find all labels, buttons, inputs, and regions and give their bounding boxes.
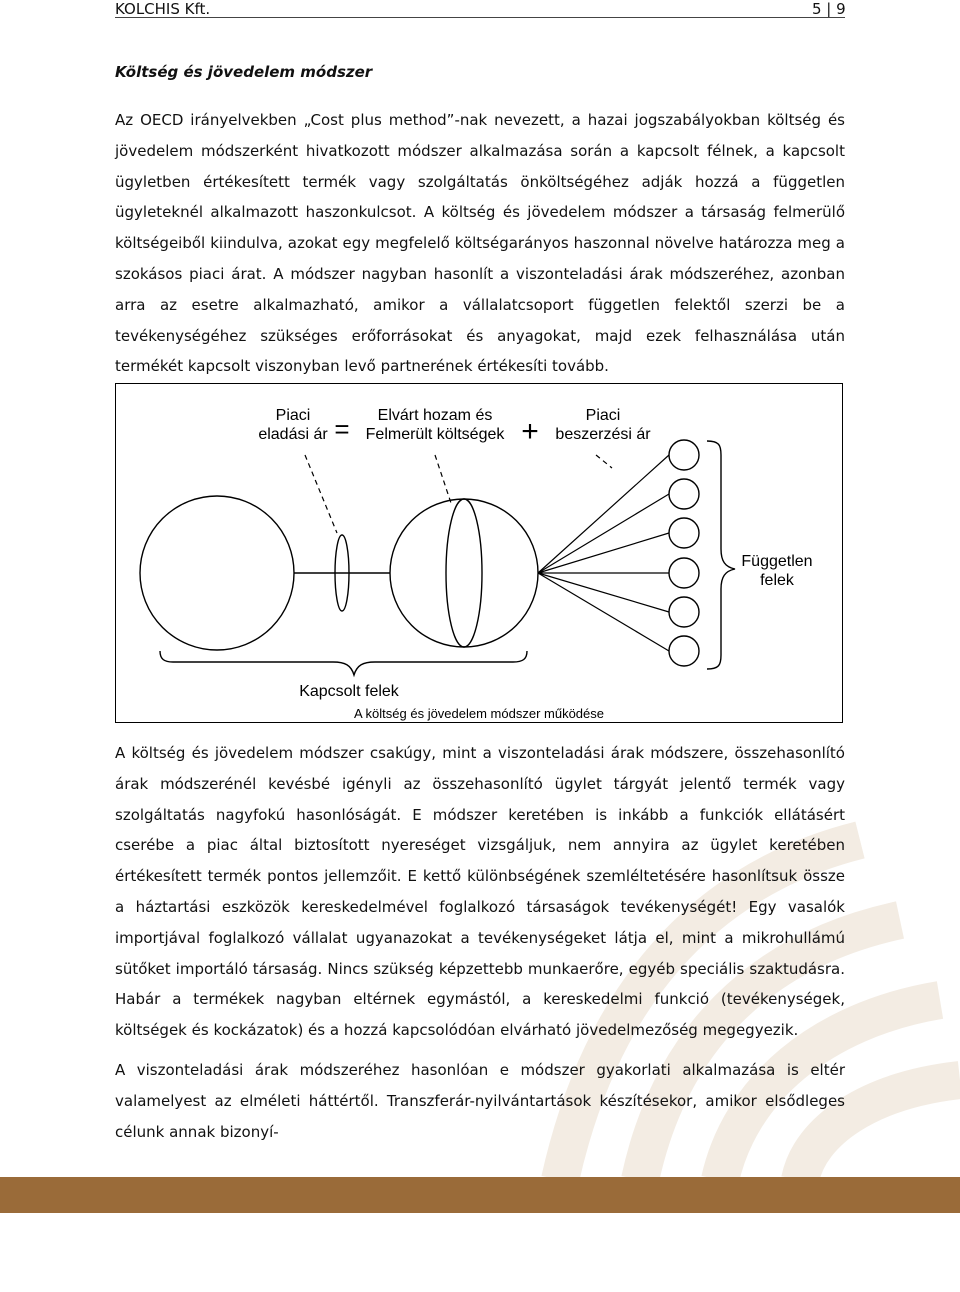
independent-party-circle-5 [669, 597, 699, 627]
fan-line-2 [538, 494, 669, 573]
related-parties-label: Kapcsolt felek [299, 683, 399, 700]
term-market-sale-price-line1: Piaci [275, 407, 311, 424]
paragraph-3: A viszonteladási árak módszeréhez hasonlóan e módszer gyakorlati alkalmazása is eltér valamelyest az elméleti háttértől. Transzferár-nyilvántartások készítésekor, amikor elsődleges célunk annak bizonyí- [115, 1061, 845, 1141]
independent-party-circle-3 [669, 518, 699, 548]
fan-line-5 [538, 573, 669, 612]
related-parties-brace [160, 651, 527, 675]
figure-caption: A költség és jövedelem módszer működése [353, 706, 605, 721]
section-title: Költség és jövedelem módszer [115, 63, 373, 81]
related-party-left-circle [140, 496, 294, 650]
cost-plus-diagram [115, 383, 843, 723]
pointer-line-2 [435, 455, 451, 503]
independent-party-circle-4 [669, 558, 699, 588]
independent-party-circle-2 [669, 479, 699, 509]
independent-party-circle-6 [669, 636, 699, 666]
term-market-sale-price-line2: eladási ár [258, 426, 328, 443]
independent-parties-brace [707, 441, 735, 669]
term-expected-return-line1: Elvárt hozam és [377, 407, 493, 424]
right-cost-lens [446, 499, 482, 647]
pointer-line-1 [305, 455, 337, 533]
plus-sign: + [521, 415, 539, 448]
independent-parties-label-line1: Független [741, 553, 813, 570]
paragraph-2: A költség és jövedelem módszer csakúgy, mint a viszonteladási árak módszere, összehasonlító árak módszerénél kevésbé igényli az összehasonlító ügylet tárgyát jelentő termék vagy szolgáltatás nagyfokú hasonlóságát. E módszer keretében is inkább a funkciók ellátásért cserébe a piac által biztosított nyereséget vizsgáljuk, nem annyira az ügylet keretében értékesített termék pontos jellemzőit. E kettő különbségének szemléltetésére hasonlítsuk össze a háztartási eszközök kereskedelmével foglalkozó társaságok tevékenységét! Egy vasalók importjával foglalkozó vállalat ugyanazokat a tevékenységeket látja el, mint a mikrohullámú sütőket importáló társaság. Nincs szükség képzettebb munkaerőre, egyéb speciális szaktudásra. Habár a termékek nagyban eltérnek egymástól, a kereskedelmi funkció (tevékenységek, költségek és kockázatok) és a hozzá kapcsolódóan elvárható jövedelmezőség megegyezik. [115, 744, 845, 1040]
term-expected-return-line2: Felmerült költségek [365, 426, 505, 443]
fan-line-1 [538, 455, 669, 573]
header-rule [115, 17, 845, 18]
header-company: KOLCHIS Kft. [115, 0, 211, 18]
fan-line-6 [538, 573, 669, 651]
pointer-line-3 [596, 455, 612, 468]
footer-band [0, 1177, 960, 1213]
term-market-purchase-price-line2: beszerzési ár [555, 426, 651, 443]
paragraph-1: Az OECD irányelvekben „Cost plus method”-nak nevezett, a hazai jogszabályokban költség és jövedelem módszerként hivatkozott módszer alkalmazása során a kapcsolt félnek, a kapcsolt ügyletben értékesített termék vagy szolgáltatás önköltségéhez adják hozzá a független ügyleteknél alkalmazott haszonkulcsot. A költség és jövedelem módszer a társaság felmerülő költségeiből kiindulva, azokat egy megfelelő költségarányos haszonnal növelve határozza meg a szokásos piaci árat. A módszer nagyban hasonlít a viszonteladási árak módszeréhez, azonban arra az esetre alkalmazható, amikor a vállalatcsoport független felektől szerzi be a tevékenységéhez szükséges erőforrásokat és anyagokat, majd ezek felhasználása után termékét kapcsolt viszonyban levő partnerének értékesíti tovább. [115, 111, 845, 376]
independent-party-circle-1 [669, 440, 699, 470]
equals-sign: = [334, 414, 350, 444]
related-party-right-circle [390, 499, 538, 647]
header-page-number: 5 | 9 [812, 0, 846, 18]
independent-parties-label-line2: felek [760, 572, 794, 589]
term-market-purchase-price-line1: Piaci [585, 407, 621, 424]
fan-line-3 [538, 533, 669, 573]
